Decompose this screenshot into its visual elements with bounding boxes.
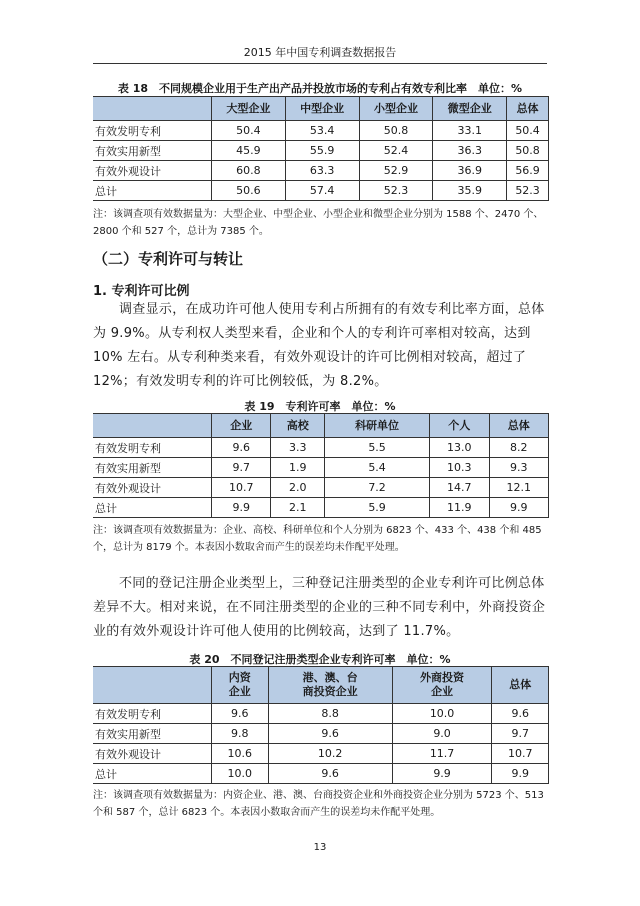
table-cell: 50.6 [212,181,286,201]
table-cell: 60.8 [212,161,286,181]
table-cell: 55.9 [285,141,359,161]
table-cell: 9.7 [492,724,549,744]
subsection-title: 1. 专利许可比例 [93,284,190,299]
table-cell: 52.9 [359,161,433,181]
table-cell: 9.6 [212,704,269,724]
column-header: 内资 企业 [212,667,269,704]
table-row [93,121,549,141]
table-header-blank [93,97,212,121]
table-cell: 50.4 [507,121,549,141]
column-header: 港、澳、台 商投资企业 [268,667,392,704]
table-cell: 9.6 [268,724,392,744]
row-label: 有效外观设计 [93,478,212,498]
table-cell: 9.6 [212,438,271,458]
table-cell: 36.3 [433,141,507,161]
table-cell: 3.3 [271,438,325,458]
paragraph-2: 不同的登记注册企业类型上，三种登记注册类型的企业专利许可比例总体差异不大。相对来说，在不同注册类型的企业的三种不同专利中，外商投资企业的有效外观设计许可他人使用的比例较高，达到了 11.7%。 [93,576,546,639]
row-label: 有效实用新型 [93,724,212,744]
table-cell: 13.0 [430,438,489,458]
table-cell: 9.9 [489,498,549,518]
table-row [93,704,549,724]
section-title: （二）专利许可与转让 [93,250,244,268]
row-label: 有效实用新型 [93,141,212,161]
table-cell: 36.9 [433,161,507,181]
table-cell: 5.9 [325,498,430,518]
table-cell: 9.9 [212,498,271,518]
table-cell: 10.7 [212,478,271,498]
table-cell: 9.6 [492,704,549,724]
table-cell: 14.7 [430,478,489,498]
table-row [93,141,549,161]
table-cell: 10.0 [212,764,269,784]
table18 [93,96,549,201]
table-cell: 56.9 [507,161,549,181]
table-cell: 9.0 [392,724,492,744]
row-label: 有效外观设计 [93,161,212,181]
table-cell: 50.8 [507,141,549,161]
column-header: 总体 [507,97,549,121]
table-header-row [93,414,549,438]
table20-caption: 表 20 不同登记注册类型企业专利许可率 单位：% [189,653,451,666]
paragraph-1: 调查显示，在成功许可他人使用专利占所拥有的有效专利比率方面，总体为 9.9%。从专利权人类型来看，企业和个人的专利许可率相对较高，达到 10% 左右。从专利种类来看，有效外观设计的许可比例相对较高，超过了 12%；有效发明专利的许可比例较低，为 8.2%。 [93,302,545,389]
table-cell: 2.0 [271,478,325,498]
table-cell: 9.6 [268,764,392,784]
column-header: 中型企业 [285,97,359,121]
table-cell: 52.3 [359,181,433,201]
table-cell: 50.8 [359,121,433,141]
table-cell: 10.7 [492,744,549,764]
table-cell: 9.9 [492,764,549,784]
row-label: 有效发明专利 [93,121,212,141]
row-label: 总计 [93,181,212,201]
table-cell: 11.7 [392,744,492,764]
table-header-row [93,97,549,121]
table-cell: 53.4 [285,121,359,141]
table18-note: 注：该调查项有效数据量为：大型企业、中型企业、小型企业和微型企业分别为 1588 个、2470 个、2800 个和 527 个，总计为 7385 个。 [93,209,544,237]
table-cell: 63.3 [285,161,359,181]
table-row [93,744,549,764]
table19-caption: 表 19 专利许可率 单位：% [244,400,396,413]
column-header: 高校 [271,414,325,438]
column-header: 大型企业 [212,97,286,121]
table-row [93,498,549,518]
table-cell: 5.4 [325,458,430,478]
table20-note: 注：该调查项有效数据量为：内资企业、港、澳、台商投资企业和外商投资企业分别为 5723 个、513 个和 587 个，总计 6823 个。本表因小数取舍而产生的误差均未作配平处理。 [93,790,544,818]
table-cell: 12.1 [489,478,549,498]
page-number: 13 [313,842,327,853]
table-row [93,724,549,744]
table-cell: 9.9 [392,764,492,784]
column-header: 外商投资 企业 [392,667,492,704]
table20 [93,666,549,784]
table-row [93,181,549,201]
table-header-blank [93,667,212,704]
column-header: 微型企业 [433,97,507,121]
table19-note: 注：该调查项有效数据量为：企业、高校、科研单位和个人分别为 6823 个、433 个、438 个和 485 个，总计为 8179 个。本表因小数取舍而产生的误差均未作配平处理。 [93,525,542,553]
row-label: 有效发明专利 [93,704,212,724]
column-header: 个人 [430,414,489,438]
table-row [93,161,549,181]
table-cell: 8.2 [489,438,549,458]
column-header: 小型企业 [359,97,433,121]
table-cell: 33.1 [433,121,507,141]
row-label: 总计 [93,498,212,518]
table-cell: 10.0 [392,704,492,724]
table-row [93,458,549,478]
column-header: 科研单位 [325,414,430,438]
table-cell: 52.3 [507,181,549,201]
table-cell: 50.4 [212,121,286,141]
row-label: 有效外观设计 [93,744,212,764]
table-cell: 9.3 [489,458,549,478]
page-header: 2015 年中国专利调查数据报告 [93,43,547,64]
table-cell: 11.9 [430,498,489,518]
column-header: 总体 [489,414,549,438]
table-cell: 52.4 [359,141,433,161]
table-header-row [93,667,549,704]
table-cell: 45.9 [212,141,286,161]
table-cell: 9.8 [212,724,269,744]
table-cell: 35.9 [433,181,507,201]
row-label: 总计 [93,764,212,784]
row-label: 有效实用新型 [93,458,212,478]
row-label: 有效发明专利 [93,438,212,458]
table-cell: 57.4 [285,181,359,201]
table-header-blank [93,414,212,438]
table-cell: 7.2 [325,478,430,498]
column-header: 总体 [492,667,549,704]
table-cell: 8.8 [268,704,392,724]
table-cell: 9.7 [212,458,271,478]
table-row [93,478,549,498]
table18-caption: 表 18 不同规模企业用于生产出产品并投放市场的专利占有效专利比率 单位：% [117,82,523,95]
table-cell: 10.6 [212,744,269,764]
table19 [93,413,549,518]
column-header: 企业 [212,414,271,438]
table-row [93,438,549,458]
table-cell: 2.1 [271,498,325,518]
table-cell: 1.9 [271,458,325,478]
table-cell: 10.2 [268,744,392,764]
table-row [93,764,549,784]
table-cell: 10.3 [430,458,489,478]
table-cell: 5.5 [325,438,430,458]
